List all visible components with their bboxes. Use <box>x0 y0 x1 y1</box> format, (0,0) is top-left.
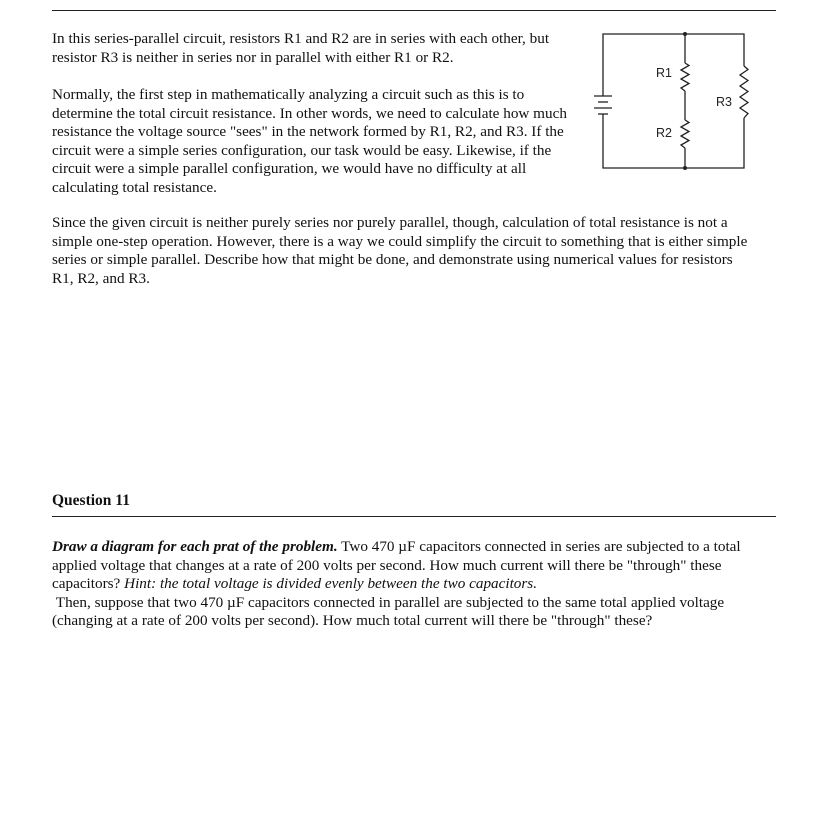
q11-parallel-question: Then, suppose that two 470 µF capacitors connected in parallel are subjected to the same total applied voltage (changing at a rate of 200 volts per second). How much total current will there be "through" these? <box>52 593 725 630</box>
q10-question-paragraph: Since the given circuit is neither purely series nor purely parallel, though, calculation of total resistance is not a simple one-step operation. However, there is a way we could simplify the circuit to something that is either simple series or simple parallel. Describe how that might be done, and demonstrate using numerical values for resistors R1, R2, and R3. <box>52 214 748 287</box>
r1-label: R1 <box>656 66 672 80</box>
q11-hint: Hint: the total voltage is divided evenly between the two capacitors. <box>124 575 538 593</box>
r2-resistor-symbol <box>681 120 689 148</box>
battery-symbol <box>594 80 612 114</box>
q11-series-question: Two 470 µF capacitors connected in series are subjected to a total applied voltage that changes at a rate of 200 volts per second. How much current will there be "through" these capacitors? <box>52 538 741 593</box>
r3-resistor-symbol <box>740 66 748 118</box>
q10-intro-paragraph: In this series-parallel circuit, resistors R1 and R2 are in series with each other, but resistor R3 is neither in series nor in parallel with either R1 or R2. <box>52 30 550 66</box>
question-11-heading: Question 11 <box>52 492 130 509</box>
series-parallel-circuit-diagram <box>582 28 782 178</box>
question-11-divider <box>52 516 776 517</box>
r2-label: R2 <box>656 126 672 140</box>
q11-lead-instruction: Draw a diagram for each prat of the problem. <box>52 538 338 555</box>
r1-resistor-symbol <box>681 63 689 91</box>
q10-analysis-paragraph: Normally, the first step in mathematically analyzing a circuit such as this is to determine the total circuit resistance. In other words, we need to calculate how much resistance the voltage source "sees" in the network formed by R1, R2, and R3. If the circuit were a simple series configuration, our task would be easy. Likewise, if the circuit were a simple parallel configuration, we would have no difficulty at all calculating total resistance. <box>52 86 567 196</box>
q11-paragraph <box>52 538 764 631</box>
r3-label: R3 <box>716 95 732 109</box>
top-divider <box>52 10 776 11</box>
